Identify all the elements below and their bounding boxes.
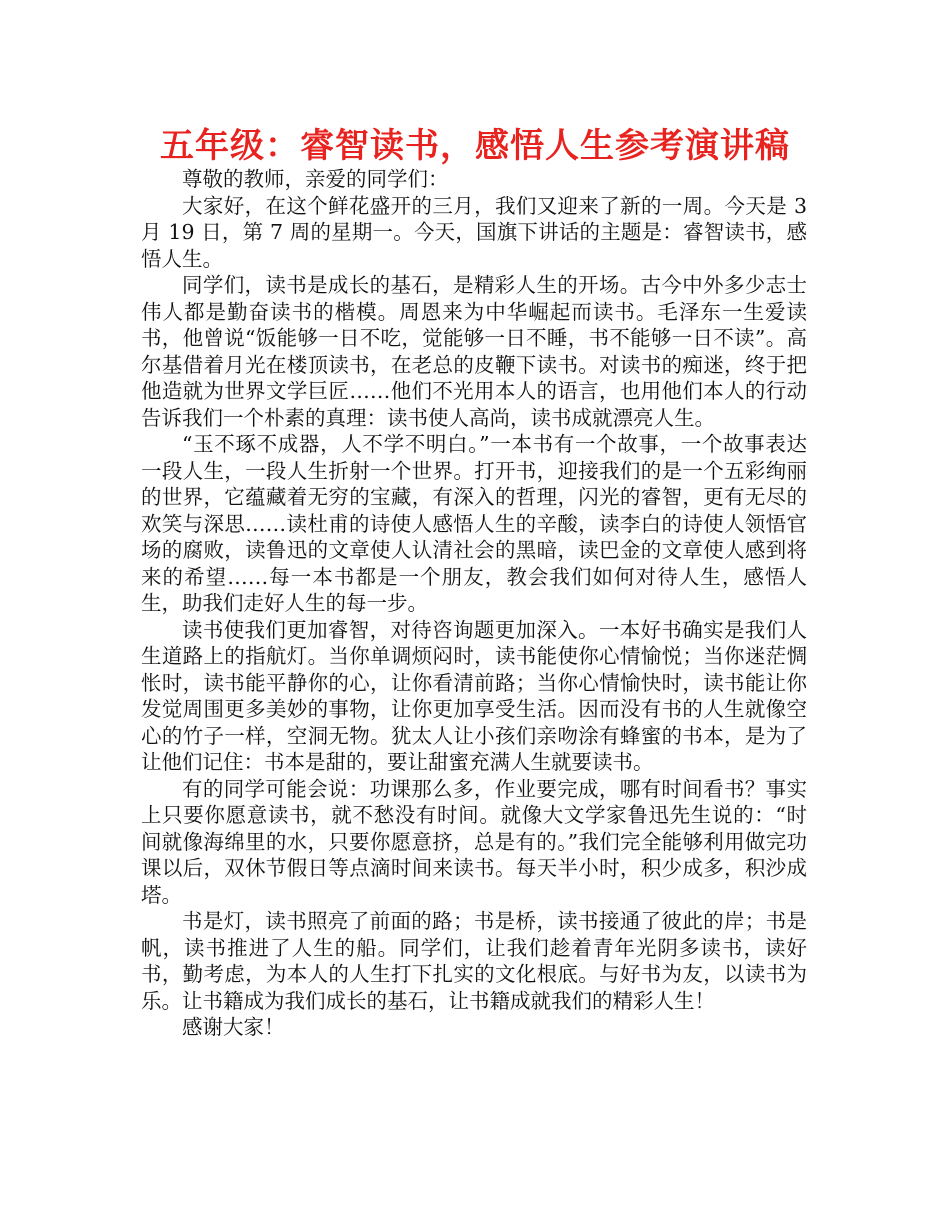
body-paragraph: 同学们，读书是成长的基石，是精彩人生的开场。古今中外多少志士伟人都是勤奋读书的楷模。周恩来为中华崛起而读书。毛泽东一生爱读书，他曾说“饭能够一日不吃，觉能够一日不睡，书不能够一日不读”。高尔基借着月光在楼顶读书，在老总的皮鞭下读书。对读书的痴迷，终于把他造就为世界文学巨匠……他们不光用本人的语言，也用他们本人的行动告诉我们一个朴素的真理：读书使人高尚，读书成就漂亮人生。: [141, 273, 807, 430]
salutation-paragraph: 尊敬的教师，亲爱的同学们：: [182, 167, 449, 191]
closing-paragraph: 感谢大家！: [182, 1015, 285, 1039]
body-paragraph: “玉不琢不成器，人不学不明白。”一本书有一个故事，一个故事表达一段人生，一段人生折射一个世界。打开书，迎接我们的是一个五彩绚丽的世界，它蕴藏着无穷的宝藏，有深入的哲理，闪光的睿智，更有无尽的欢笑与深思……读杜甫的诗使人感悟人生的辛酸，读李白的诗使人领悟官场的腐败，读鲁迅的文章使人认清社会的黑暗，读巴金的文章使人感到将来的希望……每一本书都是一个朋友，教会我们如何对待人生，感悟人生，助我们走好人生的每一步。: [141, 432, 807, 615]
body-paragraph: 有的同学可能会说：功课那么多，作业要完成，哪有时间看书？事实上只要你愿意读书，就不愁没有时间。就像大文学家鲁迅先生说的：“时间就像海绵里的水，只要你愿意挤，总是有的。”我们完全能够利用做完功课以后，双休节假日等点滴时间来读书。每天半小时，积少成多，积沙成塔。: [141, 776, 807, 907]
document-body: [141, 166, 807, 1041]
greeting-paragraph: 大家好，在这个鲜花盛开的三月，我们又迎来了新的一周。今天是 3 月 19 日，第 7 周的星期一。今天，国旗下讲话的主题是：睿智读书，感悟人生。: [141, 193, 807, 271]
body-paragraph: 读书使我们更加睿智，对待咨询题更加深入。一本好书确实是我们人生道路上的指航灯。当你单调烦闷时，读书能使你心情愉悦；当你迷茫惆怅时，读书能平静你的心，让你看清前路；当你心情愉快时，读书能让你发觉周围更多美妙的事物，让你更加享受生活。因而没有书的人生就像空心的竹子一样，空洞无物。犹太人让小孩们亲吻涂有蜂蜜的书本，是为了让他们记住：书本是甜的，要让甜蜜充满人生就要读书。: [141, 617, 807, 774]
document-title: 五年级：睿智读书，感悟人生参考演讲稿: [160, 126, 790, 166]
body-paragraph: 书是灯，读书照亮了前面的路；书是桥，读书接通了彼此的岸；书是帆，读书推进了人生的船。同学们，让我们趁着青年光阴多读书，读好书，勤考虑，为本人的人生打下扎实的文化根底。与好书为友，以读书为乐。让书籍成为我们成长的基石，让书籍成就我们的精彩人生！: [141, 909, 807, 1013]
